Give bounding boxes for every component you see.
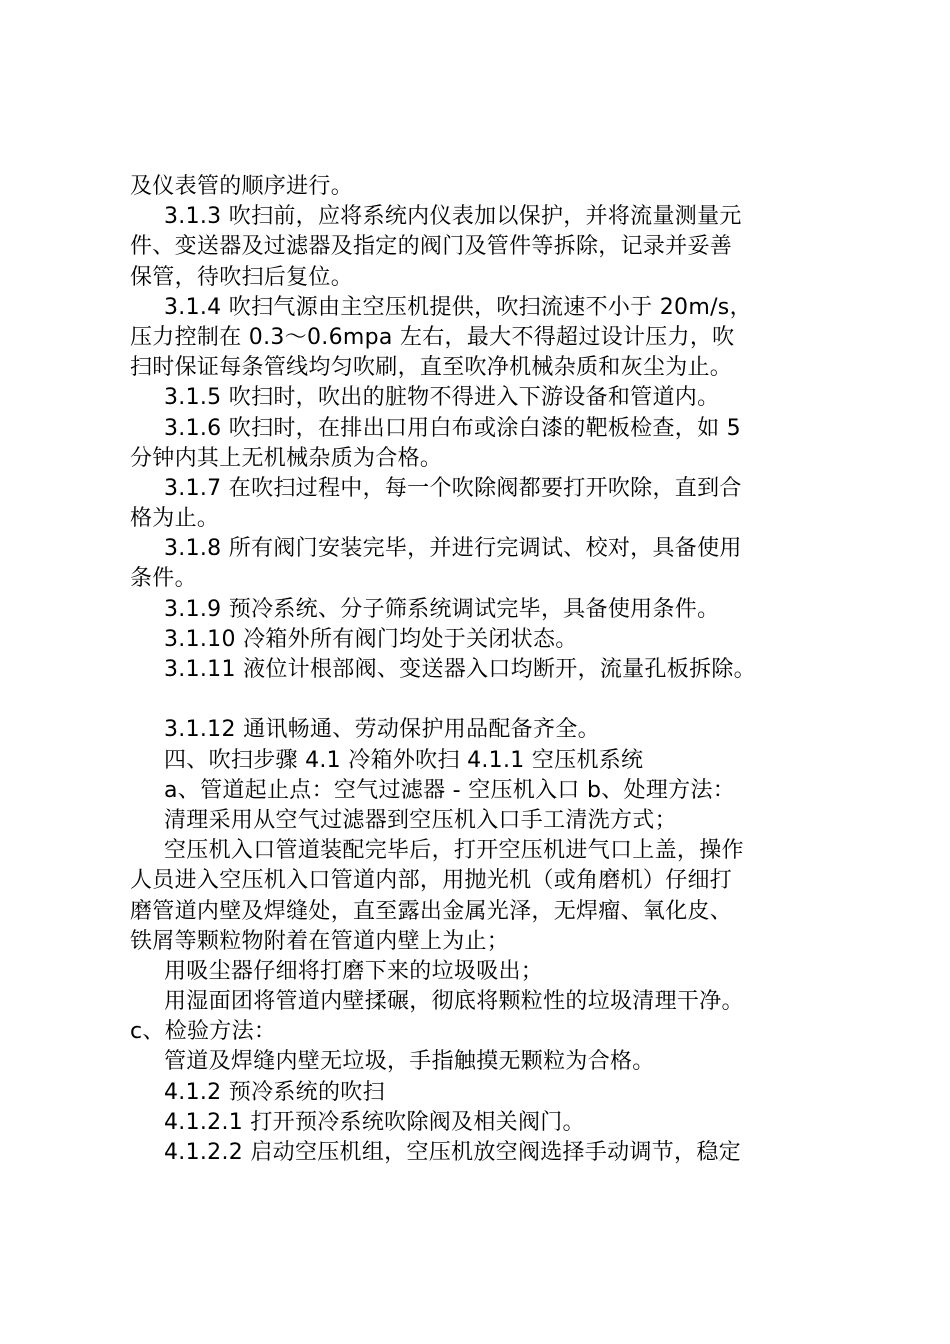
text-line: 分钟内其上无机械杂质为合格。 [130, 445, 443, 471]
text-line: 3.1.6 吹扫时，在排出口用白布或涂白漆的靶板检查，如 5 [164, 415, 741, 441]
text-line: 保管，待吹扫后复位。 [130, 264, 354, 290]
blank-line [130, 685, 830, 715]
text-line: c、检验方法： [130, 1019, 277, 1045]
section-heading: 四、吹扫步骤 4.1 冷箱外吹扫 4.1.1 空压机系统 [164, 747, 644, 773]
text-line: 扫时保证每条管线均匀吹刷，直至吹净机械杂质和灰尘为止。 [130, 355, 733, 381]
text-line: 4.1.2.2 启动空压机组，空压机放空阀选择手动调节，稳定 [164, 1140, 741, 1165]
text-line: 3.1.8 所有阀门安装完毕，并进行完调试、校对，具备使用 [164, 536, 742, 562]
text-line: 格为止。 [130, 506, 220, 532]
text-line: 4.1.2 预冷系统的吹扫 [164, 1079, 385, 1105]
text-line: 3.1.10 冷箱外所有阀门均处于关闭状态。 [164, 626, 578, 652]
text-line: a、管道起止点：空气过滤器 - 空压机入口 b、处理方法： [164, 777, 736, 803]
text-line: 3.1.12 通讯畅通、劳动保护用品配备齐全。 [164, 717, 600, 743]
text-line: 条件。 [130, 566, 197, 592]
text-line: 3.1.5 吹扫时，吹出的脏物不得进入下游设备和管道内。 [164, 385, 720, 411]
text-line: 压力控制在 0.3～0.6mpa 左右，最大不得超过设计压力，吹 [130, 324, 735, 350]
text-line: 3.1.7 在吹扫过程中，每一个吹除阀都要打开吹除，直到合 [164, 475, 742, 501]
text-line: 3.1.4 吹扫气源由主空压机提供，吹扫流速不小于 20m/s， [164, 294, 752, 320]
text-line: 3.1.3 吹扫前，应将系统内仪表加以保护，并将流量测量元 [164, 204, 742, 230]
text-line: 磨管道内壁及焊缝处，直至露出金属光泽，无焊瘤、氧化皮、 [130, 898, 733, 924]
text-line: 空压机入口管道装配完毕后，打开空压机进气口上盖，操作 [164, 838, 744, 864]
text-line: 件、变送器及过滤器及指定的阀门及管件等拆除，记录并妥善 [130, 234, 733, 260]
text-line: 4.1.2.1 打开预冷系统吹除阀及相关阀门。 [164, 1109, 585, 1135]
document-body [130, 172, 830, 1168]
text-line: 3.1.9 预冷系统、分子筛系统调试完毕，具备使用条件。 [164, 596, 720, 622]
text-line: 清理采用从空气过滤器到空压机入口手工清洗方式； [164, 807, 677, 833]
text-line: 管道及焊缝内壁无垃圾，手指触摸无颗粒为合格。 [164, 1049, 655, 1075]
text-line: 用湿面团将管道内壁揉碾，彻底将颗粒性的垃圾清理干净。 [164, 989, 744, 1015]
text-line: 3.1.11 液位计根部阀、变送器入口均断开，流量孔板拆除。 [164, 657, 756, 682]
text-line: 铁屑等颗粒物附着在管道内壁上为止； [130, 928, 510, 954]
text-line: 人员进入空压机入口管道内部，用抛光机（或角磨机）仔细打 [130, 868, 733, 894]
text-line: 用吸尘器仔细将打磨下来的垃圾吸出； [164, 958, 544, 984]
text-line: 及仪表管的顺序进行。 [130, 174, 354, 199]
